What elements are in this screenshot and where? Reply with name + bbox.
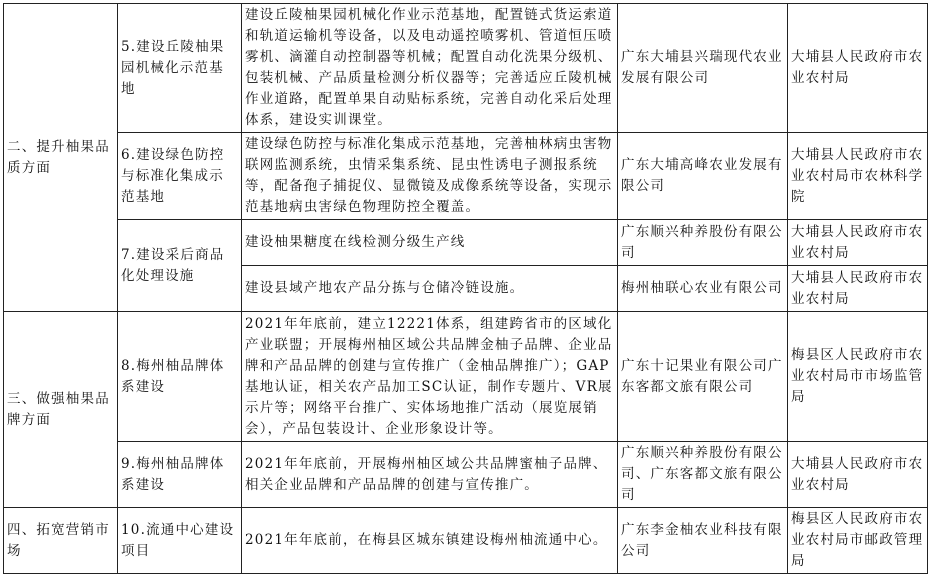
responsible-cell: 大埔县人民政府市农业农村局 bbox=[788, 4, 928, 133]
project-name-cell: 8.梅州柚品牌体系建设 bbox=[118, 312, 242, 442]
project-name-cell: 5.建设丘陵柚果园机械化示范基地 bbox=[118, 4, 242, 133]
content-cell: 建设绿色防控与标准化集成示范基地，完善柚林病虫害物联网监测系统，虫情采集系统、昆虫性诱电子测报系统等，配备孢子捕捉仪、显微镜及成像系统等设备，实现示范基地病虫害绿色物理防控全覆盖。 bbox=[242, 133, 618, 220]
table-row bbox=[4, 133, 928, 220]
responsible-cell: 大埔县人民政府市农业农村局 bbox=[788, 220, 928, 266]
unit-cell: 广东李金柚农业科技有限公司 bbox=[618, 508, 788, 574]
area-cell: 四、拓宽营销市场 bbox=[4, 508, 118, 574]
area-cell: 二、提升柚果品质方面 bbox=[4, 4, 118, 312]
responsible-cell: 大埔县人民政府市农业农村局 bbox=[788, 442, 928, 508]
area-cell: 三、做强柚果品牌方面 bbox=[4, 312, 118, 508]
content-cell: 建设丘陵柚果园机械化作业示范基地，配置链式货运索道和轨道运输机等设备，以及电动遥控喷雾机、管道恒压喷雾机、滴灌自动控制器等机械；配置自动化洗果分级机、包装机械、产品质量检测分析仪器等；完善适应丘陵机械作业道路，配置单果自动贴标系统，完善自动化采后处理体系，建设实训课堂。 bbox=[242, 4, 618, 133]
table-row bbox=[4, 220, 928, 266]
table-row bbox=[4, 442, 928, 508]
project-table bbox=[3, 3, 928, 574]
content-cell: 2021年年底前，建立12221体系，组建跨省市的区域化产业联盟；开展梅州柚区域公共品牌金柚子品牌、企业品牌和产品品牌的创建与宣传推广（金柚品牌推广）；GAP基地认证，相关农产品加工SC认证，制作专题片、VR展示片等；网络平台推广、实体场地推广活动（展览展销会），产品包装设计、企业形象设计等。 bbox=[242, 312, 618, 442]
project-name-cell: 7.建设采后商品化处理设施 bbox=[118, 220, 242, 312]
responsible-cell: 大埔县人民政府市农业农村局市农林科学院 bbox=[788, 133, 928, 220]
unit-cell: 梅州柚联心农业有限公司 bbox=[618, 266, 788, 312]
unit-cell: 广东大埔高峰农业发展有限公司 bbox=[618, 133, 788, 220]
project-name-cell: 9.梅州柚品牌体系建设 bbox=[118, 442, 242, 508]
content-cell: 2021年年底前，开展梅州柚区域公共品牌蜜柚子品牌、相关企业品牌和产品品牌的创建与宣传推广。 bbox=[242, 442, 618, 508]
responsible-cell: 大埔县人民政府市农业农村局 bbox=[788, 266, 928, 312]
table-row bbox=[4, 4, 928, 133]
unit-cell: 广东大埔县兴瑞现代农业发展有限公司 bbox=[618, 4, 788, 133]
content-cell: 建设县域产地农产品分拣与仓储冷链设施。 bbox=[242, 266, 618, 312]
unit-cell: 广东顺兴种养股份有限公司、广东客都文旅有限公司 bbox=[618, 442, 788, 508]
responsible-cell: 梅县区人民政府市农业农村局市邮政管理局 bbox=[788, 508, 928, 574]
unit-cell: 广东十记果业有限公司广东客都文旅有限公司 bbox=[618, 312, 788, 442]
project-name-cell: 6.建设绿色防控与标准化集成示范基地 bbox=[118, 133, 242, 220]
project-name-cell: 10.流通中心建设项目 bbox=[118, 508, 242, 574]
table-row bbox=[4, 508, 928, 574]
unit-cell: 广东顺兴种养股份有限公司 bbox=[618, 220, 788, 266]
responsible-cell: 梅县区人民政府市农业农村局市市场监管局 bbox=[788, 312, 928, 442]
content-cell: 建设柚果糖度在线检测分级生产线 bbox=[242, 220, 618, 266]
table-row bbox=[4, 312, 928, 442]
content-cell: 2021年年底前，在梅县区城东镇建设梅州柚流通中心。 bbox=[242, 508, 618, 574]
